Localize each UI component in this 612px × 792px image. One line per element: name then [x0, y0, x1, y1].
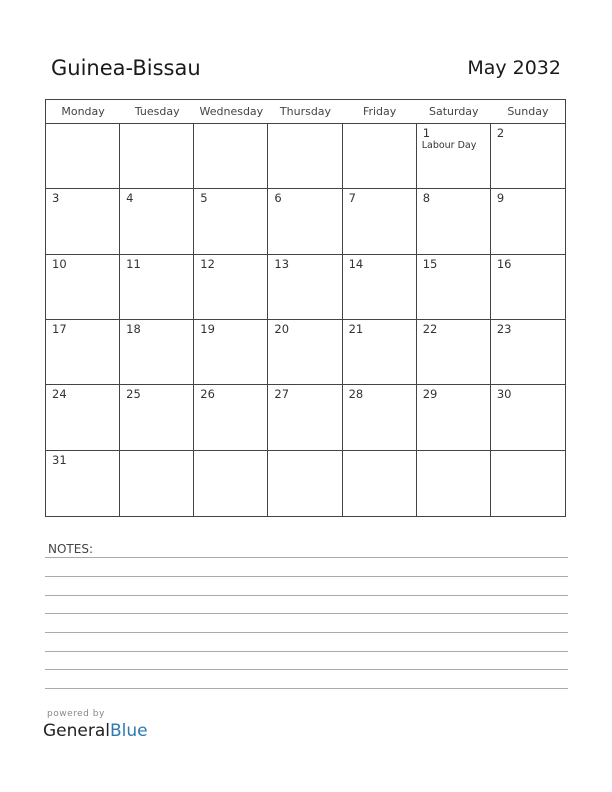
day-cell	[194, 255, 268, 320]
day-cell	[120, 451, 194, 516]
day-number: 20	[274, 322, 290, 336]
day-number: 24	[52, 387, 67, 402]
day-cell	[268, 124, 342, 189]
day-cell	[491, 451, 565, 516]
day-cell	[491, 320, 565, 385]
day-number: 30	[496, 387, 512, 402]
day-cell	[194, 124, 268, 189]
day-cell	[120, 255, 194, 320]
day-number: 12	[200, 256, 215, 271]
day-number: 29	[422, 387, 438, 402]
day-cell	[343, 385, 417, 450]
day-cell	[46, 189, 120, 254]
day-number: 7	[348, 191, 356, 206]
note-line	[45, 576, 568, 577]
day-number: 2	[496, 126, 505, 140]
day-cell	[194, 385, 268, 450]
brand-general: General	[43, 721, 110, 741]
day-cell	[343, 320, 417, 385]
day-cell	[120, 385, 194, 450]
day-cell	[268, 189, 342, 254]
day-cell	[194, 320, 268, 385]
day-cell	[46, 451, 120, 516]
day-cell	[417, 451, 491, 516]
day-number: 8	[422, 191, 431, 206]
day-cell	[417, 255, 491, 320]
note-line	[45, 688, 568, 689]
day-number: 1	[422, 126, 431, 140]
day-cell	[268, 451, 342, 516]
day-number: 11	[126, 256, 141, 271]
note-line	[45, 595, 568, 596]
day-cell	[491, 124, 565, 189]
day-number: 6	[274, 191, 282, 206]
day-cell	[46, 255, 120, 320]
day-cell	[120, 124, 194, 189]
weekday-header: Monday	[61, 105, 105, 118]
weekday-header-row	[46, 100, 565, 124]
day-number: 5	[200, 191, 208, 206]
day-cell	[417, 385, 491, 450]
day-cell	[343, 255, 417, 320]
generalblue-logo[interactable]	[43, 721, 148, 741]
calendar-title: Guinea-Bissau	[51, 56, 201, 80]
days-grid	[46, 124, 565, 516]
day-cell	[491, 255, 565, 320]
day-cell	[417, 320, 491, 385]
calendar-month: May 2032	[467, 57, 561, 79]
note-line	[45, 613, 568, 614]
day-cell	[46, 385, 120, 450]
note-line	[45, 651, 568, 652]
day-number: 19	[200, 322, 215, 336]
day-number: 21	[348, 322, 364, 336]
day-number: 4	[126, 191, 134, 206]
note-line	[45, 557, 568, 558]
day-cell	[268, 385, 342, 450]
weekday-header: Sunday	[507, 105, 549, 118]
day-cell	[46, 320, 120, 385]
day-cell	[268, 255, 342, 320]
day-cell	[343, 451, 417, 516]
day-number: 3	[52, 191, 60, 206]
day-cell	[194, 189, 268, 254]
day-number: 13	[274, 256, 290, 271]
day-number: 28	[348, 387, 364, 402]
day-number: 18	[126, 322, 141, 336]
day-cell	[120, 320, 194, 385]
day-cell	[417, 124, 491, 189]
day-cell	[268, 320, 342, 385]
day-number: 17	[52, 322, 67, 336]
weekday-header: Friday	[362, 105, 397, 118]
note-line	[45, 632, 568, 633]
weekday-header: Tuesday	[134, 105, 180, 118]
day-number: 14	[348, 256, 364, 271]
day-number: 16	[496, 256, 512, 271]
brand-blue: Blue	[110, 721, 148, 741]
day-cell	[491, 385, 565, 450]
day-number: 27	[274, 387, 290, 402]
day-cell	[343, 124, 417, 189]
day-number: 15	[422, 256, 438, 271]
day-number: 25	[126, 387, 141, 402]
holiday-label: Labour Day	[421, 140, 477, 151]
powered-by-text: powered by	[47, 709, 105, 719]
day-cell	[120, 189, 194, 254]
weekday-header: Thursday	[279, 105, 332, 118]
day-cell	[343, 189, 417, 254]
day-number: 22	[422, 322, 438, 336]
day-cell	[417, 189, 491, 254]
day-number: 31	[52, 452, 67, 467]
day-cell	[46, 124, 120, 189]
day-cell	[194, 451, 268, 516]
day-cell	[491, 189, 565, 254]
calendar-grid	[45, 99, 566, 517]
day-number: 9	[496, 191, 505, 206]
notes-label: NOTES:	[48, 542, 93, 556]
weekday-header: Saturday	[428, 105, 479, 118]
day-number: 26	[200, 387, 215, 402]
day-number: 10	[52, 256, 67, 271]
weekday-header: Wednesday	[199, 105, 264, 118]
day-number: 23	[496, 322, 512, 336]
note-line	[45, 669, 568, 670]
